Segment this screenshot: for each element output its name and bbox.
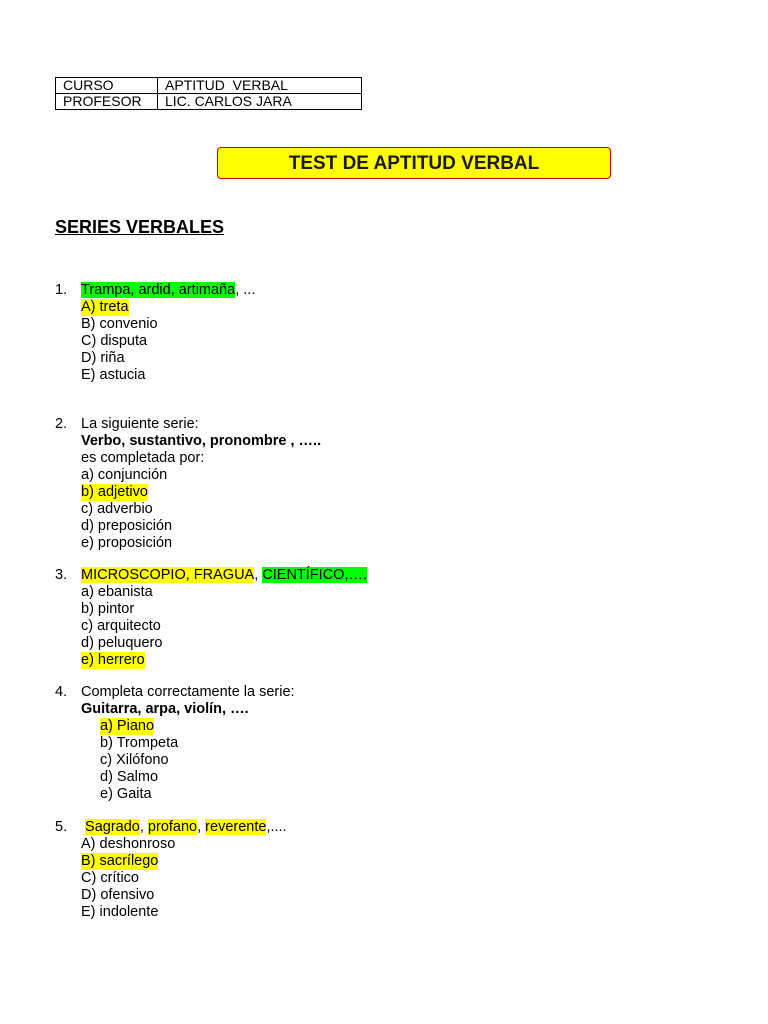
option-c: c) arquitecto bbox=[81, 618, 161, 634]
question-word-3: reverente bbox=[205, 819, 267, 835]
question-prompt: Trampa, ardid, artimaña bbox=[81, 282, 236, 298]
option-b: b) pintor bbox=[81, 601, 135, 617]
question-separator: , bbox=[254, 567, 263, 583]
section-title: SERIES VERBALES bbox=[55, 217, 225, 237]
course-label: CURSO bbox=[56, 78, 158, 94]
question-separator: , bbox=[139, 819, 148, 835]
question-3 bbox=[55, 567, 367, 669]
option-e: E) indolente bbox=[81, 904, 159, 920]
question-number: 2. bbox=[55, 416, 68, 432]
option-c: c) Xilófono bbox=[100, 752, 169, 768]
question-word-2: profano bbox=[147, 819, 198, 835]
question-intro: Completa correctamente la serie: bbox=[81, 684, 295, 700]
teacher-row bbox=[56, 94, 362, 110]
question-series: Verbo, sustantivo, pronombre , ….. bbox=[81, 433, 322, 449]
question-4 bbox=[55, 684, 295, 803]
question-intro: La siguiente serie: bbox=[81, 416, 199, 432]
question-prompt-tail: , ... bbox=[235, 282, 256, 298]
option-c: C) disputa bbox=[81, 333, 148, 349]
test-title: TEST DE APTITUD VERBAL bbox=[217, 147, 611, 179]
option-e: e) Gaita bbox=[100, 786, 152, 802]
teacher-label: PROFESOR bbox=[56, 94, 158, 110]
question-number: 1. bbox=[55, 282, 68, 298]
option-e: e) proposición bbox=[81, 535, 173, 551]
question-tail: ,.... bbox=[266, 819, 287, 835]
course-info-table bbox=[55, 77, 362, 110]
option-a-correct: A) treta bbox=[81, 299, 129, 315]
question-word-1: Sagrado bbox=[85, 819, 140, 835]
question-series: Guitarra, arpa, violín, …. bbox=[81, 701, 249, 717]
option-b: B) convenio bbox=[81, 316, 158, 332]
option-d: d) Salmo bbox=[100, 769, 159, 785]
question-number: 3. bbox=[55, 567, 68, 583]
option-a-correct: a) Piano bbox=[100, 718, 155, 734]
option-d: d) preposición bbox=[81, 518, 173, 534]
question-separator: , bbox=[197, 819, 206, 835]
teacher-value: LIC. CARLOS JARA bbox=[158, 94, 362, 110]
question-outro: es completada por: bbox=[81, 450, 205, 466]
option-b-correct: B) sacrílego bbox=[81, 853, 159, 869]
option-d: d) peluquero bbox=[81, 635, 163, 651]
option-b-correct: b) adjetivo bbox=[81, 484, 148, 500]
option-c: c) adverbio bbox=[81, 501, 153, 517]
question-2 bbox=[55, 416, 321, 552]
option-c: C) crítico bbox=[81, 870, 139, 886]
option-a: A) deshonroso bbox=[81, 836, 176, 852]
option-a: a) conjunción bbox=[81, 467, 168, 483]
question-part-2: CIENTÍFICO,…. bbox=[262, 567, 368, 583]
question-number: 5. bbox=[55, 819, 68, 835]
course-row bbox=[56, 78, 362, 94]
course-value: APTITUD VERBAL bbox=[158, 78, 362, 94]
question-part-1: MICROSCOPIO, FRAGUA bbox=[81, 567, 255, 583]
question-5 bbox=[55, 819, 287, 921]
option-e-correct: e) herrero bbox=[81, 652, 145, 668]
question-1 bbox=[55, 282, 255, 384]
option-d: D) riña bbox=[81, 350, 125, 366]
option-e: E) astucia bbox=[81, 367, 146, 383]
option-d: D) ofensivo bbox=[81, 887, 155, 903]
option-a: a) ebanista bbox=[81, 584, 153, 600]
question-number: 4. bbox=[55, 684, 68, 700]
option-b: b) Trompeta bbox=[100, 735, 179, 751]
